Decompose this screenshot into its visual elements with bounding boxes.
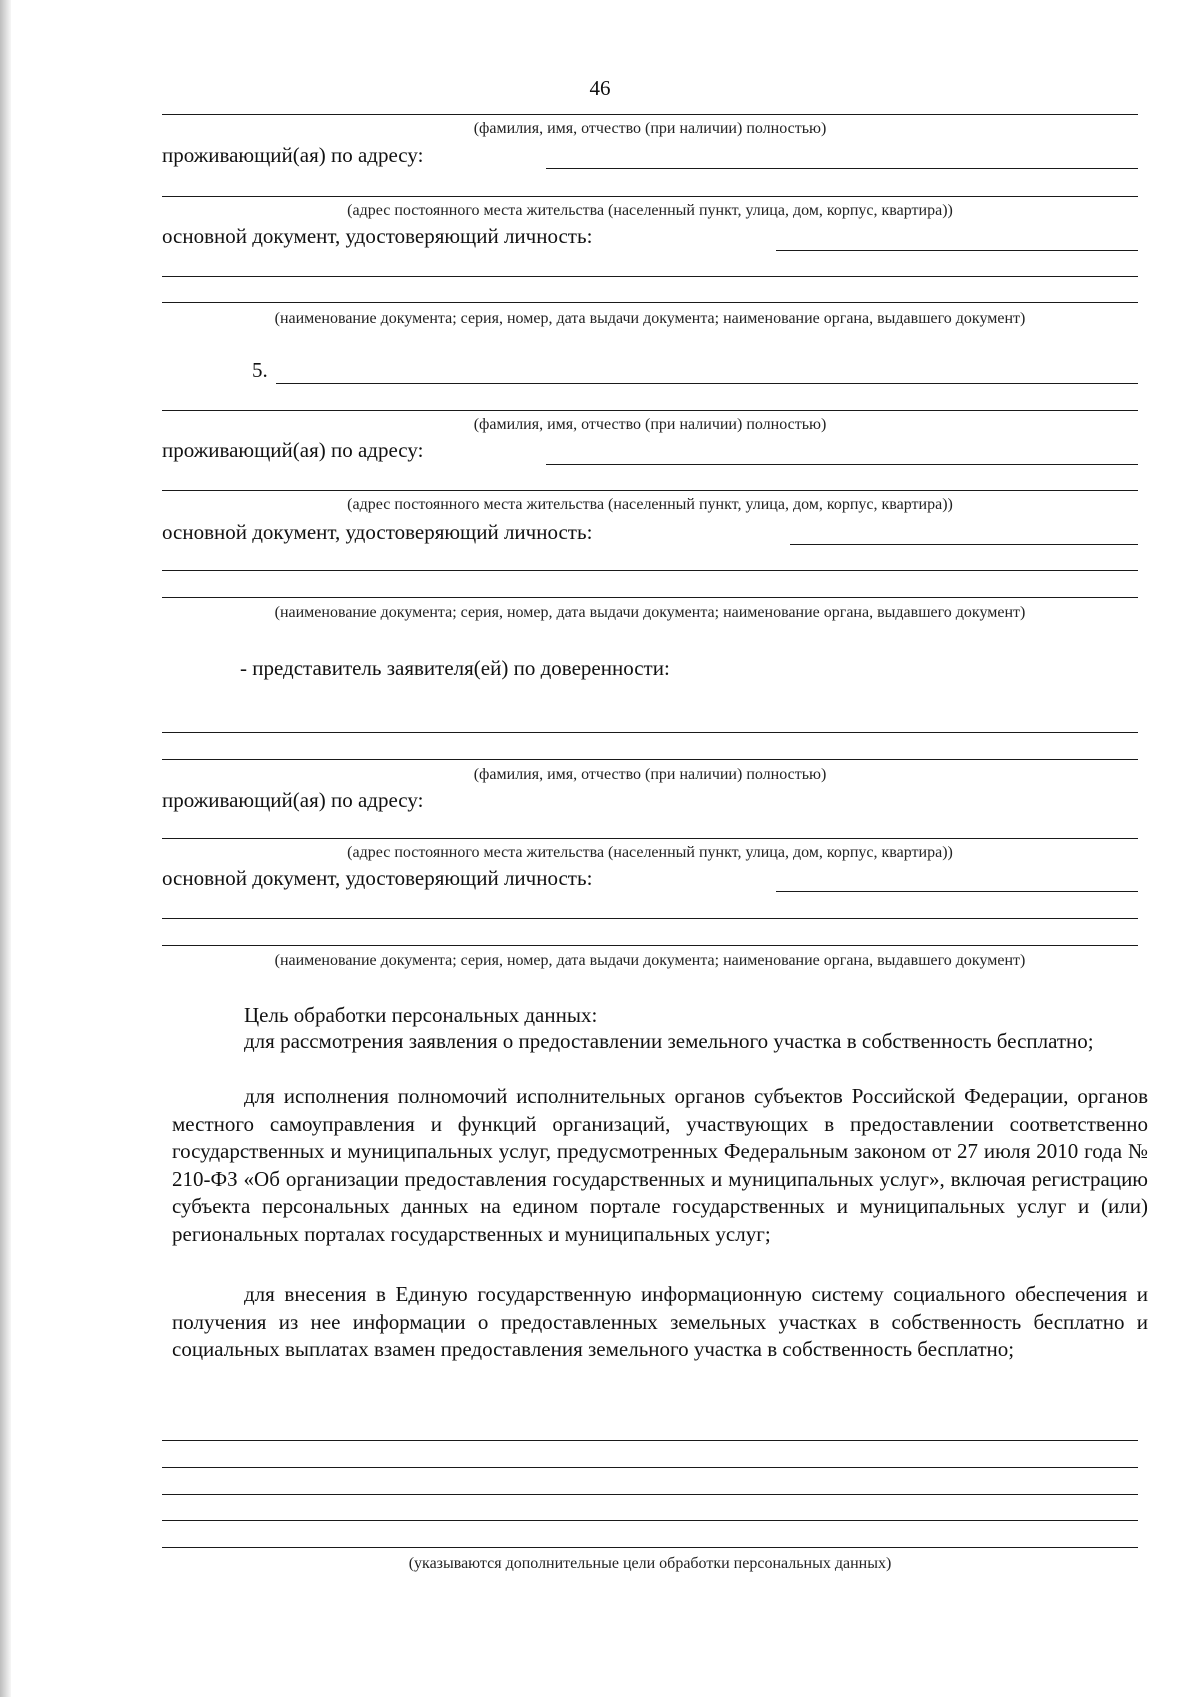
purpose-text-3: для внесения в Единую государственную информационную систему социального обеспечения и получения из нее информации о предоставленных земельных участках в собственность бесплатно и социальных выплатах взамен предоставления земельного участка в собственность бесплатно; <box>172 1282 1148 1361</box>
additional-caption: (указываются дополнительные цели обработки персональных данных) <box>408 1555 892 1572</box>
purpose-heading: Цель обработки персональных данных: <box>244 1003 598 1027</box>
purpose-paragraph-1 <box>172 1028 1148 1056</box>
item-number: 5. <box>252 358 268 382</box>
fio-caption: (фамилия, имя, отчество (при наличии) полностью) <box>473 416 827 433</box>
document-line <box>162 597 1138 598</box>
address-line <box>162 490 1138 491</box>
address-field <box>546 168 1138 169</box>
address-label: проживающий(ая) по адресу: <box>162 143 424 167</box>
document-label: основной документ, удостоверяющий личность: <box>162 520 593 544</box>
document-label: основной документ, удостоверяющий личность: <box>162 866 593 890</box>
purpose-text-1: для рассмотрения заявления о предоставлении земельного участка в собственность бесплатно; <box>244 1029 1094 1053</box>
additional-purpose-line <box>162 1520 1138 1521</box>
purpose-text-2: для исполнения полномочий исполнительных органов субъектов Российской Федерации, органов местного самоуправления и функций организаций, участвующих в предоставлении соответственно государственных и муниципальных услуг, предусмотренных Федеральным законом от 27 июля 2010 года № 210-ФЗ «Об организации предоставления государственных и муниципальных услуг», включая регистрацию субъекта персональных данных на едином портале государственных и муниципальных услуг и (или) региональных порталах государственных и муниципальных услуг; <box>172 1084 1148 1246</box>
document-field <box>776 250 1138 251</box>
page-number: 46 <box>589 76 611 100</box>
fio-line <box>162 759 1138 760</box>
address-label: проживающий(ая) по адресу: <box>162 438 424 462</box>
document-field <box>790 544 1138 545</box>
purpose-paragraph-2 <box>172 1083 1148 1248</box>
representative-heading: - представитель заявителя(ей) по доверенности: <box>240 656 670 680</box>
document-line <box>162 945 1138 946</box>
address-caption: (адрес постоянного места жительства (населенный пункт, улица, дом, корпус, квартира)) <box>347 844 953 861</box>
scan-edge <box>0 0 11 1697</box>
address-label: проживающий(ая) по адресу: <box>162 788 424 812</box>
additional-purpose-line <box>162 1547 1138 1548</box>
document-field <box>776 891 1138 892</box>
document-line <box>162 918 1138 919</box>
address-caption: (адрес постоянного места жительства (населенный пункт, улица, дом, корпус, квартира)) <box>347 202 953 219</box>
document-caption: (наименование документа; серия, номер, дата выдачи документа; наименование органа, выдавшего документ) <box>274 952 1026 969</box>
document-line <box>162 570 1138 571</box>
document-line <box>162 302 1138 303</box>
fio-caption: (фамилия, имя, отчество (при наличии) полностью) <box>473 120 827 137</box>
document-line <box>162 276 1138 277</box>
additional-purpose-line <box>162 1467 1138 1468</box>
purpose-paragraph-3 <box>172 1281 1148 1364</box>
document-caption: (наименование документа; серия, номер, дата выдачи документа; наименование органа, выдавшего документ) <box>274 604 1026 621</box>
fio-line <box>162 732 1138 733</box>
fio-line <box>162 410 1138 411</box>
fio-line <box>162 114 1138 115</box>
address-line <box>162 196 1138 197</box>
fio-caption: (фамилия, имя, отчество (при наличии) полностью) <box>473 766 827 783</box>
additional-purpose-line <box>162 1494 1138 1495</box>
document-caption: (наименование документа; серия, номер, дата выдачи документа; наименование органа, выдавшего документ) <box>274 310 1026 327</box>
document-label: основной документ, удостоверяющий личность: <box>162 224 593 248</box>
address-line <box>162 838 1138 839</box>
address-field <box>546 464 1138 465</box>
fio-field <box>276 383 1138 384</box>
additional-purpose-line <box>162 1440 1138 1441</box>
address-caption: (адрес постоянного места жительства (населенный пункт, улица, дом, корпус, квартира)) <box>347 496 953 513</box>
